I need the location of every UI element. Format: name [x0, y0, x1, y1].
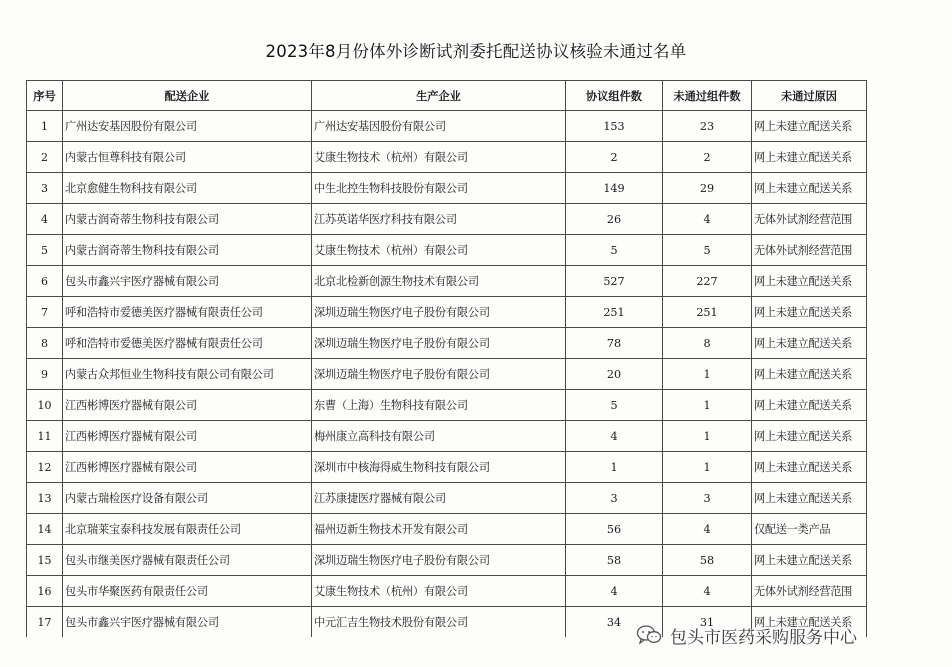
- table-row: [27, 266, 867, 297]
- cell-no: 12: [27, 452, 63, 483]
- cell-failed-count: 29: [663, 173, 752, 204]
- cell-manufacturer: 广州达安基因股份有限公司: [312, 111, 566, 142]
- cell-distributor: 呼和浩特市爱德美医疗器械有限责任公司: [63, 328, 312, 359]
- watermark-text: 包头市医药采购服务中心: [670, 627, 857, 648]
- cell-protocol-count: 26: [566, 204, 663, 235]
- cell-distributor: 内蒙古瑞检医疗设备有限公司: [63, 483, 312, 514]
- cell-protocol-count: 1: [566, 452, 663, 483]
- table-row: [27, 204, 867, 235]
- cell-protocol-count: 149: [566, 173, 663, 204]
- cell-protocol-count: 5: [566, 235, 663, 266]
- cell-reason: 网上未建立配送关系: [752, 483, 867, 514]
- cell-manufacturer: 东曹（上海）生物科技有限公司: [312, 390, 566, 421]
- cell-protocol-count: 2: [566, 142, 663, 173]
- cell-reason: 网上未建立配送关系: [752, 545, 867, 576]
- cell-failed-count: 4: [663, 576, 752, 607]
- cell-failed-count: 58: [663, 545, 752, 576]
- cell-distributor: 江西彬博医疗器械有限公司: [63, 452, 312, 483]
- cell-no: 9: [27, 359, 63, 390]
- cell-protocol-count: 4: [566, 421, 663, 452]
- cell-protocol-count: 251: [566, 297, 663, 328]
- cell-no: 6: [27, 266, 63, 297]
- cell-distributor: 包头市华聚医药有限责任公司: [63, 576, 312, 607]
- cell-manufacturer: 江苏康捷医疗器械有限公司: [312, 483, 566, 514]
- table-header: [27, 81, 867, 111]
- cell-no: 7: [27, 297, 63, 328]
- cell-manufacturer: 江苏英诺华医疗科技有限公司: [312, 204, 566, 235]
- cell-distributor: 呼和浩特市爱德美医疗器械有限责任公司: [63, 297, 312, 328]
- cell-manufacturer: 深圳迈瑞生物医疗电子股份有限公司: [312, 359, 566, 390]
- cell-no: 14: [27, 514, 63, 545]
- cell-protocol-count: 3: [566, 483, 663, 514]
- cell-distributor: 内蒙古润奇蒂生物科技有限公司: [63, 204, 312, 235]
- cell-protocol-count: 20: [566, 359, 663, 390]
- table-row: [27, 545, 867, 576]
- cell-distributor: 广州达安基因股份有限公司: [63, 111, 312, 142]
- cell-distributor: 江西彬博医疗器械有限公司: [63, 421, 312, 452]
- cell-no: 13: [27, 483, 63, 514]
- cell-protocol-count: 78: [566, 328, 663, 359]
- cell-reason: 仅配送一类产品: [752, 514, 867, 545]
- cell-protocol-count: 56: [566, 514, 663, 545]
- page-title: 2023年8月份体外诊断试剂委托配送协议核验未通过名单: [265, 42, 687, 61]
- cell-reason: 网上未建立配送关系: [752, 266, 867, 297]
- cell-distributor: 江西彬博医疗器械有限公司: [63, 390, 312, 421]
- cell-reason: 网上未建立配送关系: [752, 452, 867, 483]
- table-body: [27, 111, 867, 638]
- header-manufacturer: 生产企业: [312, 81, 566, 111]
- cell-reason: 网上未建立配送关系: [752, 607, 867, 638]
- cell-failed-count: 23: [663, 111, 752, 142]
- cell-manufacturer: 中元汇吉生物技术股份有限公司: [312, 607, 566, 638]
- cell-failed-count: 31: [663, 607, 752, 638]
- table-row: [27, 173, 867, 204]
- cell-manufacturer: 深圳迈瑞生物医疗电子股份有限公司: [312, 297, 566, 328]
- cell-distributor: 内蒙古润奇蒂生物科技有限公司: [63, 235, 312, 266]
- cell-protocol-count: 527: [566, 266, 663, 297]
- table-row: [27, 421, 867, 452]
- header-row: [27, 81, 867, 111]
- table-row: [27, 452, 867, 483]
- cell-manufacturer: 深圳迈瑞生物医疗电子股份有限公司: [312, 545, 566, 576]
- cell-manufacturer: 梅州康立高科技有限公司: [312, 421, 566, 452]
- cell-distributor: 包头市鑫兴宇医疗器械有限公司: [63, 607, 312, 638]
- cell-protocol-count: 58: [566, 545, 663, 576]
- cell-no: 2: [27, 142, 63, 173]
- cell-no: 16: [27, 576, 63, 607]
- cell-protocol-count: 34: [566, 607, 663, 638]
- cell-failed-count: 2: [663, 142, 752, 173]
- cell-distributor: 内蒙古众邦恒业生物科技有限公司有限公司: [63, 359, 312, 390]
- header-no: 序号: [27, 81, 63, 111]
- cell-protocol-count: 153: [566, 111, 663, 142]
- header-distributor: 配送企业: [63, 81, 312, 111]
- table-row: [27, 297, 867, 328]
- cell-reason: 网上未建立配送关系: [752, 173, 867, 204]
- cell-manufacturer: 中生北控生物科技股份有限公司: [312, 173, 566, 204]
- cell-reason: 网上未建立配送关系: [752, 111, 867, 142]
- cell-manufacturer: 深圳迈瑞生物医疗电子股份有限公司: [312, 328, 566, 359]
- cell-reason: 网上未建立配送关系: [752, 421, 867, 452]
- failed-list-table: [26, 80, 867, 637]
- wechat-icon: [636, 624, 662, 646]
- cell-reason: 网上未建立配送关系: [752, 390, 867, 421]
- cell-failed-count: 1: [663, 390, 752, 421]
- cell-distributor: 北京瑞莱宝泰科技发展有限责任公司: [63, 514, 312, 545]
- table-row: [27, 235, 867, 266]
- cell-manufacturer: 艾康生物技术（杭州）有限公司: [312, 235, 566, 266]
- cell-no: 1: [27, 111, 63, 142]
- table-row: [27, 142, 867, 173]
- cell-manufacturer: 北京北检新创源生物技术有限公司: [312, 266, 566, 297]
- header-reason: 未通过原因: [752, 81, 867, 111]
- cell-no: 5: [27, 235, 63, 266]
- cell-no: 8: [27, 328, 63, 359]
- cell-reason: 无体外试剂经营范围: [752, 235, 867, 266]
- cell-no: 17: [27, 607, 63, 638]
- cell-failed-count: 1: [663, 452, 752, 483]
- cell-protocol-count: 5: [566, 390, 663, 421]
- cell-distributor: 内蒙古恒尊科技有限公司: [63, 142, 312, 173]
- cell-distributor: 包头市鑫兴宇医疗器械有限公司: [63, 266, 312, 297]
- cell-no: 10: [27, 390, 63, 421]
- table-row: [27, 514, 867, 545]
- header-failed-count: 未通过组件数: [663, 81, 752, 111]
- cell-reason: 网上未建立配送关系: [752, 297, 867, 328]
- cell-no: 15: [27, 545, 63, 576]
- cell-no: 11: [27, 421, 63, 452]
- cell-manufacturer: 艾康生物技术（杭州）有限公司: [312, 576, 566, 607]
- header-protocol-count: 协议组件数: [566, 81, 663, 111]
- cell-reason: 无体外试剂经营范围: [752, 204, 867, 235]
- cell-manufacturer: 深圳市中核海得威生物科技有限公司: [312, 452, 566, 483]
- cell-failed-count: 4: [663, 514, 752, 545]
- table-row: [27, 390, 867, 421]
- table-row: [27, 359, 867, 390]
- cell-manufacturer: 艾康生物技术（杭州）有限公司: [312, 142, 566, 173]
- cell-manufacturer: 福州迈新生物技术开发有限公司: [312, 514, 566, 545]
- cell-protocol-count: 4: [566, 576, 663, 607]
- cell-failed-count: 1: [663, 359, 752, 390]
- cell-reason: 网上未建立配送关系: [752, 359, 867, 390]
- table-row: [27, 483, 867, 514]
- watermark: [636, 620, 857, 650]
- cell-failed-count: 251: [663, 297, 752, 328]
- table-row: [27, 576, 867, 607]
- cell-reason: 网上未建立配送关系: [752, 142, 867, 173]
- cell-no: 3: [27, 173, 63, 204]
- cell-failed-count: 8: [663, 328, 752, 359]
- cell-reason: 网上未建立配送关系: [752, 328, 867, 359]
- cell-distributor: 包头市继美医疗器械有限责任公司: [63, 545, 312, 576]
- cell-failed-count: 4: [663, 204, 752, 235]
- table-row: [27, 328, 867, 359]
- cell-failed-count: 3: [663, 483, 752, 514]
- cell-failed-count: 5: [663, 235, 752, 266]
- cell-no: 4: [27, 204, 63, 235]
- cell-failed-count: 227: [663, 266, 752, 297]
- cell-distributor: 北京愈健生物科技有限公司: [63, 173, 312, 204]
- cell-reason: 无体外试剂经营范围: [752, 576, 867, 607]
- table-row: [27, 111, 867, 142]
- cell-failed-count: 1: [663, 421, 752, 452]
